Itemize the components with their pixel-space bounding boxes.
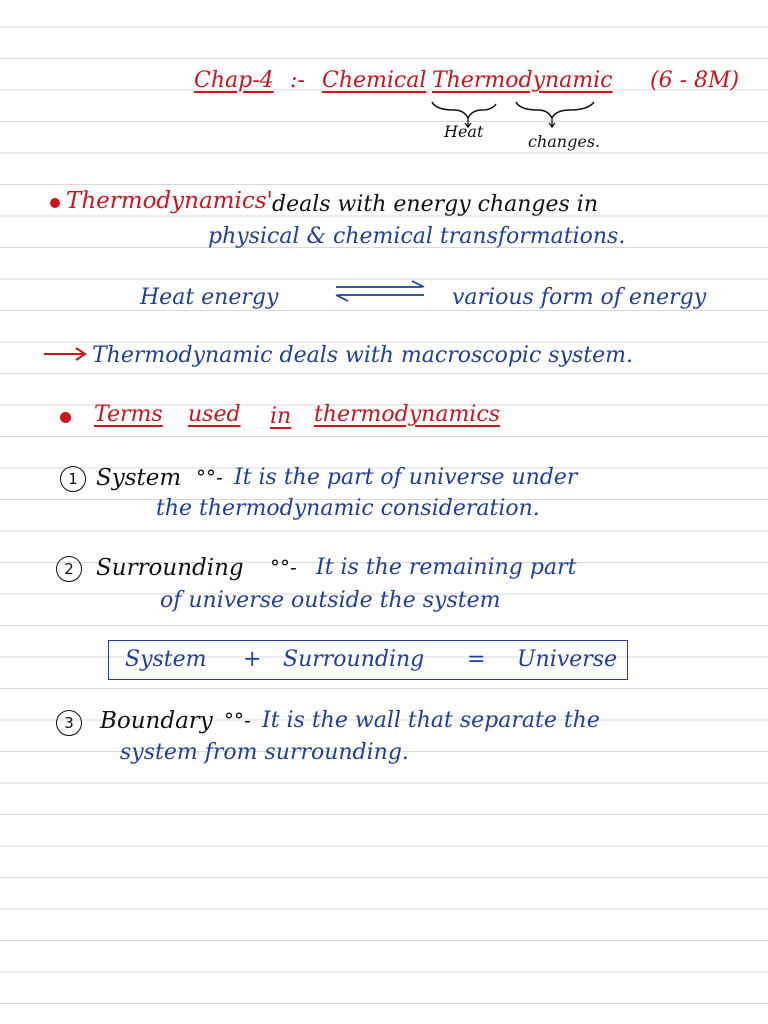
definition-line1: deals with energy changes in bbox=[272, 192, 599, 217]
item-3-line2: system from surrounding. bbox=[120, 740, 409, 765]
formula-box bbox=[108, 640, 628, 680]
relation-left: Heat energy bbox=[140, 285, 279, 310]
item-2-line1: It is the remaining part bbox=[316, 555, 577, 580]
terms-heading-thermodynamics: thermodynamics bbox=[314, 402, 500, 427]
bullet-dot bbox=[50, 198, 60, 208]
item-term-boundary: Boundary bbox=[100, 708, 213, 734]
item-number-1: 1 bbox=[60, 466, 86, 492]
chapter-label: Chap-4 bbox=[194, 68, 274, 93]
item-separator: °°- bbox=[270, 555, 297, 579]
item-term-system: System bbox=[96, 465, 182, 491]
terms-heading-terms: Terms bbox=[94, 402, 163, 427]
bullet-dot-terms bbox=[60, 412, 71, 423]
formula-system: System bbox=[125, 647, 207, 672]
item-2-line2: of universe outside the system bbox=[160, 588, 501, 613]
item-separator: °°- bbox=[224, 708, 251, 732]
chapter-separator: :- bbox=[290, 68, 305, 93]
formula-surrounding: Surrounding bbox=[283, 647, 425, 672]
item-separator: °°- bbox=[196, 465, 223, 489]
item-1-line2: the thermodynamic consideration. bbox=[156, 496, 540, 521]
item-number-2: 2 bbox=[56, 556, 82, 582]
chapter-title-thermodynamic: Thermodynamic bbox=[432, 68, 613, 93]
sub-label-changes: changes. bbox=[528, 132, 601, 151]
item-term-surrounding: Surrounding bbox=[96, 555, 244, 581]
arrow-right-icon bbox=[42, 346, 88, 362]
terms-heading-used: used bbox=[188, 402, 241, 427]
definition-line2: physical & chemical transformations. bbox=[208, 224, 626, 249]
macroscopic-statement: Thermodynamic deals with macroscopic system. bbox=[92, 343, 633, 368]
chapter-title-chemical: Chemical bbox=[322, 68, 427, 93]
item-3-line1: It is the wall that separate the bbox=[262, 708, 600, 733]
sub-label-heat: Heat bbox=[444, 122, 484, 141]
item-1-line1: It is the part of universe under bbox=[234, 465, 578, 490]
marks-label: (6 - 8M) bbox=[650, 68, 740, 93]
item-number-3: 3 bbox=[56, 710, 82, 736]
formula-equals: = bbox=[467, 647, 486, 672]
terms-heading-in: in bbox=[270, 404, 292, 429]
equilibrium-arrow-icon bbox=[332, 280, 428, 302]
relation-right: various form of energy bbox=[452, 285, 707, 310]
definition-term: Thermodynamics' bbox=[66, 188, 273, 214]
formula-plus: + bbox=[243, 647, 262, 672]
formula-universe: Universe bbox=[517, 647, 618, 672]
